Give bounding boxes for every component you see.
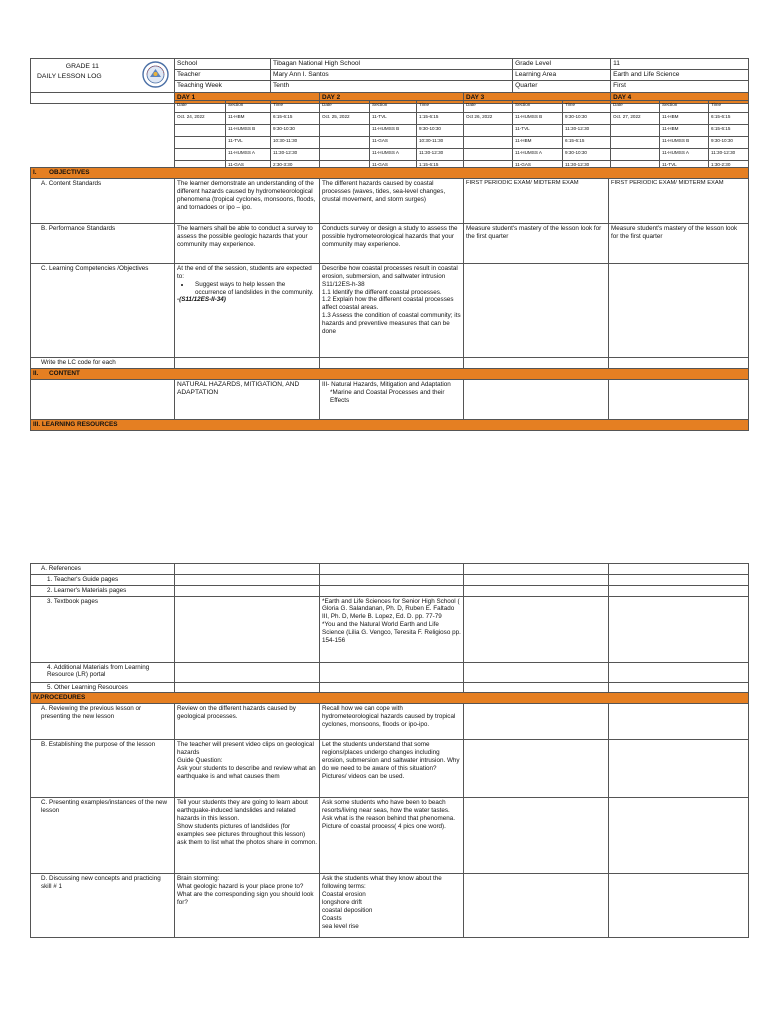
schedule-col-header: Time [417,101,464,113]
procedures-table [30,563,749,938]
schedule-col-header: Date [464,101,513,113]
teaching-week-value: Tenth [271,81,513,92]
schedule-time: 1:15-6:15 [417,161,464,173]
schedule-date [464,137,513,149]
deped-seal-icon [142,61,169,88]
schedule-section: 11-GAS [513,161,563,173]
schedule-date: Oct. 27, 2022 [611,113,660,125]
schedule-section: 11-TVL [370,113,417,125]
learners-materials-label: 2. Learner's Materials pages [31,585,175,596]
competency-bullet: • Suggest ways to help lessen the occurrence of landslides in the community. [191,281,317,297]
schedule-row [175,137,749,149]
schedule-section: 11-TVL [226,137,271,149]
procedure-b-day1: The teacher will present video clips on geological hazards Guide Question: Ask your students to describe and review what an earthquake is and what causes them [175,740,320,798]
schedule-date [320,125,370,137]
schedule-blank [31,92,175,103]
content-heading: II. CONTENT [31,368,749,379]
schedule-section: 11-GAS [370,161,417,173]
schedule-date [611,149,660,161]
content-day2: III- Natural Hazards, Mitigation and Adaptation *Marine and Coastal Processes and their Effects [320,379,464,419]
schedule-section: 11-TVL [513,125,563,137]
schedule-section: 11-TVL [660,161,709,173]
content-day1: NATURAL HAZARDS, MITIGATION, AND ADAPTATION [175,379,320,419]
schedule-time: 11:30-12:30 [709,149,749,161]
schedule-section: 11-HBM [660,125,709,137]
learning-competencies-day2: Describe how coastal processes result in coastal erosion, submersion, and saltwater intrusion S11/12ES-h-38 1.1 Identify the different coastal processes. 1.2 Explain how the different coastal processes affect coastal areas. 1.3 Assess the condition of coastal community; its hazards and preventive measures that can be done [320,264,464,358]
procedure-a-day2: Recall how we can cope with hydrometeorological hazards caused by tropical cyclones, monsoons, floods or ipo-ipo. [320,704,464,740]
schedule-time: 9:30-10:30 [563,113,611,125]
schedule-grid [174,100,749,173]
procedure-b-label: B. Establishing the purpose of the lesson [31,740,175,798]
schedule-time: 11:30-12:30 [563,125,611,137]
quarter-label: Quarter [513,81,611,92]
schedule-col-header: Section [660,101,709,113]
schedule-date: Oct. 24, 2022 [175,113,226,125]
school-label: School [175,59,271,70]
schedule-date [175,125,226,137]
schedule-col-header: Date [611,101,660,113]
schedule-time: 11:30-12:30 [417,149,464,161]
schedule-date [320,149,370,161]
schedule-col-header: Date [320,101,370,113]
schedule-time: 2:30-3:30 [271,161,320,173]
schedule-section: 11-GAS [226,161,271,173]
schedule-date [611,125,660,137]
procedure-d-label: D. Discussing new concepts and practicing skill # 1 [31,874,175,938]
schedule-time: 1:15-6:15 [417,113,464,125]
schedule-date [464,149,513,161]
schedule-time: 6:15-6:15 [271,113,320,125]
teaching-week-label: Teaching Week [175,81,271,92]
schedule-section: 11-HUMSS A [513,149,563,161]
schedule-section: 11-HBM [226,113,271,125]
schedule-col-header: Date [175,101,226,113]
objectives-heading: I. OBJECTIVES [31,168,749,179]
procedure-c-day2: Ask some students who have been to beach resorts/living near seas, how the water tastes. Ask what is the reason behind that phenomena. Picture of coastal process( 4 pics one word). [320,798,464,874]
references-label: A. References [31,564,175,575]
grade-level-label: Grade Level [513,59,611,70]
schedule-row [175,125,749,137]
performance-standards-day1: The learners shall be able to conduct a survey to assess the possible geologic hazards that your community may experience. [175,224,320,264]
day-3-header: DAY 3 [464,92,611,103]
performance-standards-label: B. Performance Standards [31,224,175,264]
schedule-time: 6:15-6:15 [709,125,749,137]
learning-resources-heading: III. LEARNING RESOURCES [31,419,749,430]
objectives-table [30,167,749,431]
teacher-value: Mary Ann I. Santos [271,70,513,81]
content-standards-day1: The learner demonstrate an understanding of the different hazards caused by hydrometeorological phenomena (tropical cyclones, monsoons, floods, and tornadoes or ipo – ipo. [175,179,320,224]
school-value: Tibagan National High School [271,59,513,70]
schedule-time: 9:30-10:30 [271,125,320,137]
procedure-a-day1: Review on the different hazards caused by geological processes. [175,704,320,740]
schedule-date [175,149,226,161]
content-standards-day4: FIRST PERIODIC EXAM/ MIDTERM EXAM [609,179,749,224]
schedule-time: 9:30-10:30 [417,125,464,137]
day-2-header: DAY 2 [320,92,464,103]
schedule-time: 9:30-10:30 [563,149,611,161]
textbook-pages-label: 3. Textbook pages [31,596,175,662]
schedule-section: 11-HUMSS B [513,113,563,125]
title-block [31,59,175,93]
procedure-a-label: A. Reviewing the previous lesson or presenting the new lesson [31,704,175,740]
textbook-pages-day2: *Earth and Life Sciences for Senior High School ( Gloria G. Salandanan, Ph. D, Ruben E. Faltado III, Ph. D, Merle B. Lopez, Ed. D. pp. 77-79 *You and the Natural World Earth and Life Science (Lilia G. Vengco, Teresita F. Religioso pp. 154-156 [320,596,464,662]
learning-area-value: Earth and Life Science [611,70,749,81]
schedule-section: 11-HUMSS B [370,125,417,137]
schedule-section: 11-GAS [370,137,417,149]
day-4-header: DAY 4 [611,92,749,103]
content-standards-day3: FIRST PERIODIC EXAM/ MIDTERM EXAM [464,179,609,224]
schedule-col-header: Time [563,101,611,113]
schedule-date: Oct 26, 2022 [464,113,513,125]
day-1-header: DAY 1 [175,92,320,103]
schedule-date: Oct. 25, 2022 [320,113,370,125]
schedule-col-header: Section [370,101,417,113]
schedule-section: 11-HBM [660,113,709,125]
procedure-c-day1: Tell your students they are going to learn about earthquake-induced landslides and related hazards in this lesson. Show students pictures of landslides (for examples see pictures throughout this lesson) ask them to list what the photos share in common. [175,798,320,874]
performance-standards-day4: Measure student's mastery of the lesson look for the first quarter [609,224,749,264]
lc-code-label: Write the LC code for each [31,358,175,369]
learning-competencies-day3 [464,264,609,358]
schedule-section: 11-HUMSS B [660,137,709,149]
schedule-row [175,113,749,125]
other-resources-label: 5. Other Learning Resources [31,682,175,693]
schedule-col-header: Time [271,101,320,113]
competency-code: -(S11/12ES-II-34) [177,296,226,304]
schedule-time: 10:30-11:30 [271,137,320,149]
schedule-time: 11:30-12:30 [271,149,320,161]
schedule-time: 6:15-6:15 [709,113,749,125]
schedule-date [175,137,226,149]
schedule-date [611,137,660,149]
schedule-section: 11-HBM [513,137,563,149]
grade-level-value: 11 [611,59,749,70]
lesson-log-table-top [30,58,749,104]
performance-standards-day2: Conducts survey or design a study to assess the possible hydrometeorological hazards that your community may experience. [320,224,464,264]
procedure-c-label: C. Presenting examples/instances of the new lesson [31,798,175,874]
quarter-value: First [611,81,749,92]
log-title: DAILY LESSON LOG [37,72,102,80]
procedures-heading: IV.PROCEDURES [31,693,749,704]
schedule-time: 1:30-2:30 [709,161,749,173]
content-standards-day2: The different hazards caused by coastal processes (waves, tides, sea-level changes, crustal movement, and storm surges) [320,179,464,224]
learning-area-label: Learning Area [513,70,611,81]
schedule-time: 9:30-10:30 [709,137,749,149]
schedule-col-header: Time [709,101,749,113]
schedule-section: 11-HUMSS A [226,149,271,161]
content-standards-label: A. Content Standards [31,179,175,224]
schedule-section: 11-HUMSS A [370,149,417,161]
schedule-time: 6:15-6:15 [563,137,611,149]
procedure-d-day1: Brain storming: What geologic hazard is your place prone to? What are the corresponding sign you should look for? [175,874,320,938]
performance-standards-day3: Measure student's mastery of the lesson look for the first quarter [464,224,609,264]
procedure-d-day2: Ask the students what they know about the following terms: Coastal erosion longshore drift coastal deposition Coasts sea level rise [320,874,464,938]
schedule-row [175,149,749,161]
grade-label: GRADE 11 [65,63,99,70]
teacher-label: Teacher [175,70,271,81]
learning-competencies-label: C. Learning Competencies /Objectives [31,264,175,358]
schedule-time: 11:30-12:30 [563,161,611,173]
learning-competencies-day4 [609,264,749,358]
procedure-b-day2: Let the students understand that some regions/places undergo changes including erosion, submersion and saltwater intrusion. Why do we need to be aware of this situation? Pictures/ videos can be used. [320,740,464,798]
additional-materials-label: 4. Additional Materials from Learning Resource (LR) portal [31,662,175,682]
schedule-col-header: Section [513,101,563,113]
teachers-guide-label: 1. Teacher's Guide pages [31,574,175,585]
schedule-col-header: Section [226,101,271,113]
schedule-date [464,125,513,137]
schedule-section: 11-HUMSS B [226,125,271,137]
schedule-time: 10:30-11:30 [417,137,464,149]
schedule-date [320,137,370,149]
learning-competencies-day1: At the end of the session, students are expected to: • Suggest ways to help lessen the occurrence of landslides in the community. -(S11/12ES-II-34) [175,264,320,358]
schedule-section: 11-HUMSS A [660,149,709,161]
